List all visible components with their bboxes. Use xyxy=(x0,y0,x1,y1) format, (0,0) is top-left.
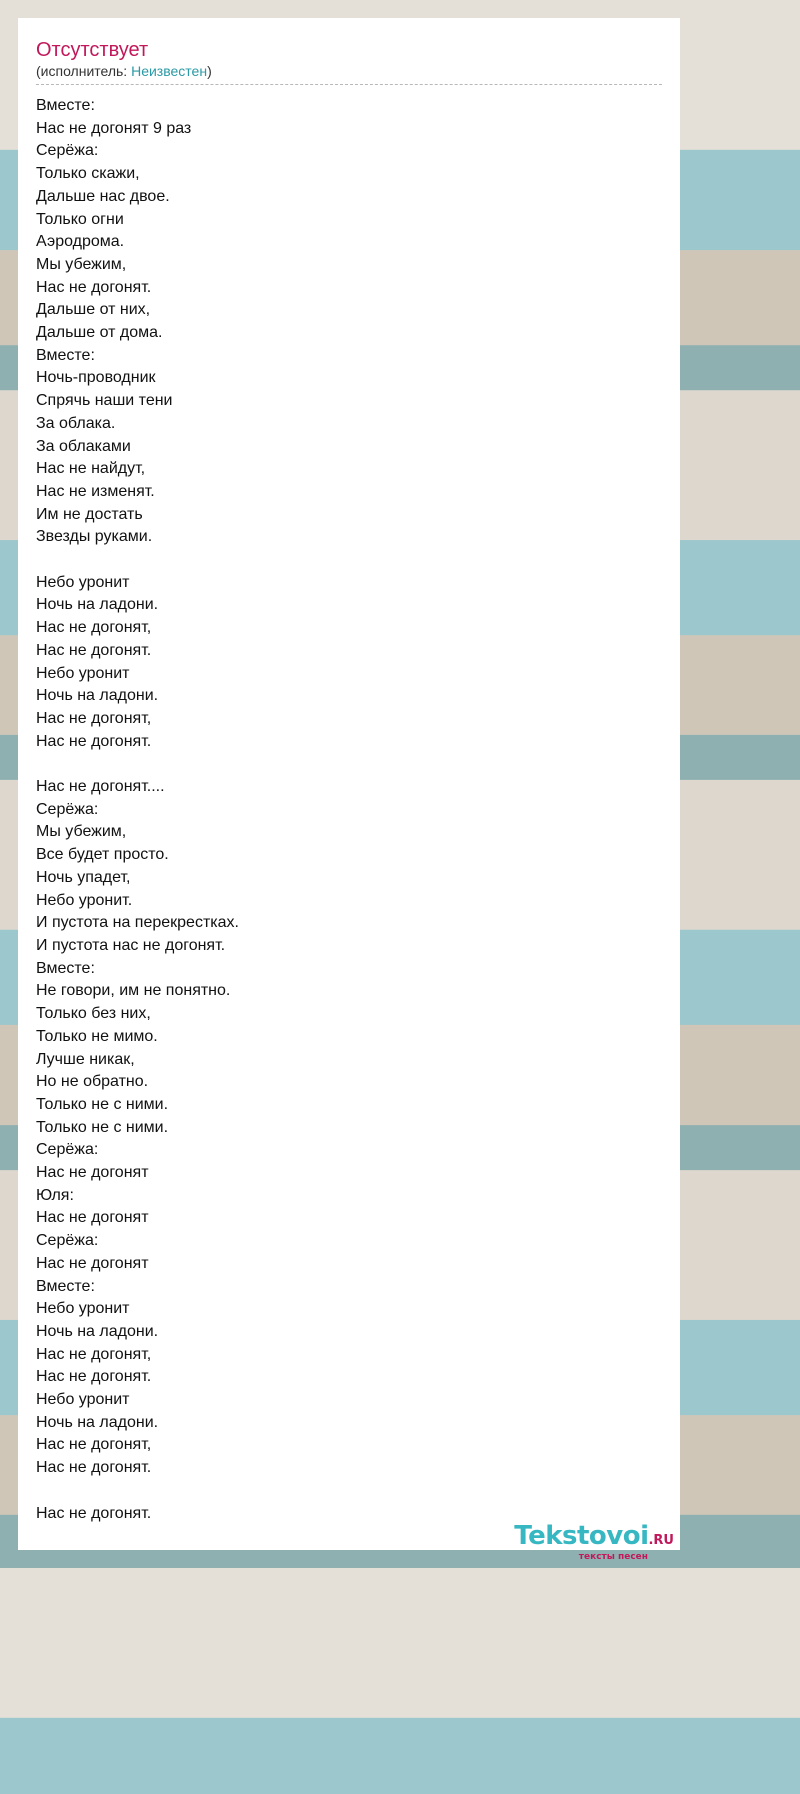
lyric-blank-line xyxy=(36,549,662,572)
lyric-line: Нас не найдут, xyxy=(36,460,146,478)
lyric-blank-line xyxy=(36,1480,662,1503)
performer-prefix: (исполнитель: xyxy=(36,63,132,79)
lyric-line: Нас не догонят 9 раз xyxy=(36,119,192,137)
lyric-line: Небо уронит xyxy=(36,1300,130,1318)
lyric-line: Нас не догонят. xyxy=(36,641,152,659)
lyric-line: Только не с ними. xyxy=(36,1118,169,1136)
lyric-line: Нас не изменят. xyxy=(36,482,155,500)
lyric-line: Нас не догонят. xyxy=(36,278,152,296)
lyric-line: Только не мимо. xyxy=(36,1027,158,1045)
lyric-line: Нас не догонят, xyxy=(36,709,152,727)
lyric-line: Ночь на ладони. xyxy=(36,1322,159,1340)
lyric-line: Мы убежим, xyxy=(36,255,127,273)
lyrics-card xyxy=(18,18,680,1550)
performer-suffix: ) xyxy=(207,63,212,79)
lyric-line: Вместе: xyxy=(36,97,95,114)
lyric-line: Вместе: xyxy=(36,346,95,364)
lyric-line: Нас не догонят, xyxy=(36,1436,152,1454)
lyric-line: Ночь на ладони. xyxy=(36,1413,159,1431)
lyric-line: Нас не догонят xyxy=(36,1209,149,1227)
lyric-line: Дальше от дома. xyxy=(36,324,163,342)
song-title: Отсутствует xyxy=(36,39,149,61)
lyric-line: Только без них, xyxy=(36,1005,151,1023)
lyric-line: Ночь-проводник xyxy=(36,369,156,387)
lyric-line: Нас не догонят. xyxy=(36,1504,152,1522)
site-logo[interactable] xyxy=(514,1522,674,1562)
lyric-line: Вместе: xyxy=(36,959,95,977)
lyric-line: Только не с ними. xyxy=(36,1095,169,1113)
lyrics-text xyxy=(36,95,662,1525)
lyric-line: Нас не догонят xyxy=(36,1254,149,1272)
lyric-line: Аэродрома. xyxy=(36,233,125,251)
performer-line xyxy=(36,62,662,85)
lyric-line: Нас не догонят. xyxy=(36,1459,152,1477)
lyric-line: И пустота на перекрестках. xyxy=(36,914,239,932)
lyric-line: Только скажи, xyxy=(36,165,140,183)
lyric-line: Все будет просто. xyxy=(36,846,169,864)
lyric-line: Спрячь наши тени xyxy=(36,392,173,410)
lyric-line: Им не достать xyxy=(36,505,143,523)
lyric-line: Но не обратно. xyxy=(36,1073,149,1091)
lyric-line: Небо уронит. xyxy=(36,891,133,909)
lyric-line: Серёжа: xyxy=(36,800,99,818)
lyric-line: Только огни xyxy=(36,210,124,228)
lyric-line: Небо уронит xyxy=(36,664,130,682)
lyric-line: Ночь упадет, xyxy=(36,868,131,886)
lyric-line: Серёжа: xyxy=(36,142,99,160)
logo-tagline: тексты песен xyxy=(578,1552,648,1562)
lyric-line: И пустота нас не догонят. xyxy=(36,936,226,954)
lyric-line: Юля: xyxy=(36,1186,74,1204)
lyric-line: Нас не догонят xyxy=(36,1164,149,1182)
lyric-line: За облаками xyxy=(36,437,131,455)
lyric-line: Не говори, им не понятно. xyxy=(36,982,231,1000)
lyric-line: Нас не догонят. xyxy=(36,1368,152,1386)
lyric-line: Небо уронит xyxy=(36,573,130,591)
lyric-line: Нас не догонят, xyxy=(36,1345,152,1363)
lyric-line: Дальше от них, xyxy=(36,301,151,319)
lyric-line: Нас не догонят.... xyxy=(36,778,165,796)
lyric-line: Дальше нас двое. xyxy=(36,187,170,205)
lyric-line: Мы убежим, xyxy=(36,823,127,841)
lyric-line: Нас не догонят. xyxy=(36,732,152,750)
lyric-line: Серёжа: xyxy=(36,1232,99,1250)
lyric-line: Вместе: xyxy=(36,1277,95,1295)
logo-wordmark xyxy=(514,1522,674,1555)
lyric-line: Звезды руками. xyxy=(36,528,153,546)
lyric-line: За облака. xyxy=(36,414,116,432)
lyric-line: Лучше никак, xyxy=(36,1050,135,1068)
lyric-line: Нас не догонят, xyxy=(36,619,152,637)
performer-link[interactable]: Неизвестен xyxy=(131,63,208,79)
lyric-line: Небо уронит xyxy=(36,1391,130,1409)
lyric-line: Ночь на ладони. xyxy=(36,596,159,614)
lyric-blank-line xyxy=(36,753,662,776)
logo-name: Tekstovoi xyxy=(514,1521,649,1551)
lyric-line: Серёжа: xyxy=(36,1141,99,1159)
lyric-line: Ночь на ладони. xyxy=(36,687,159,705)
logo-tld: .RU xyxy=(648,1533,674,1548)
